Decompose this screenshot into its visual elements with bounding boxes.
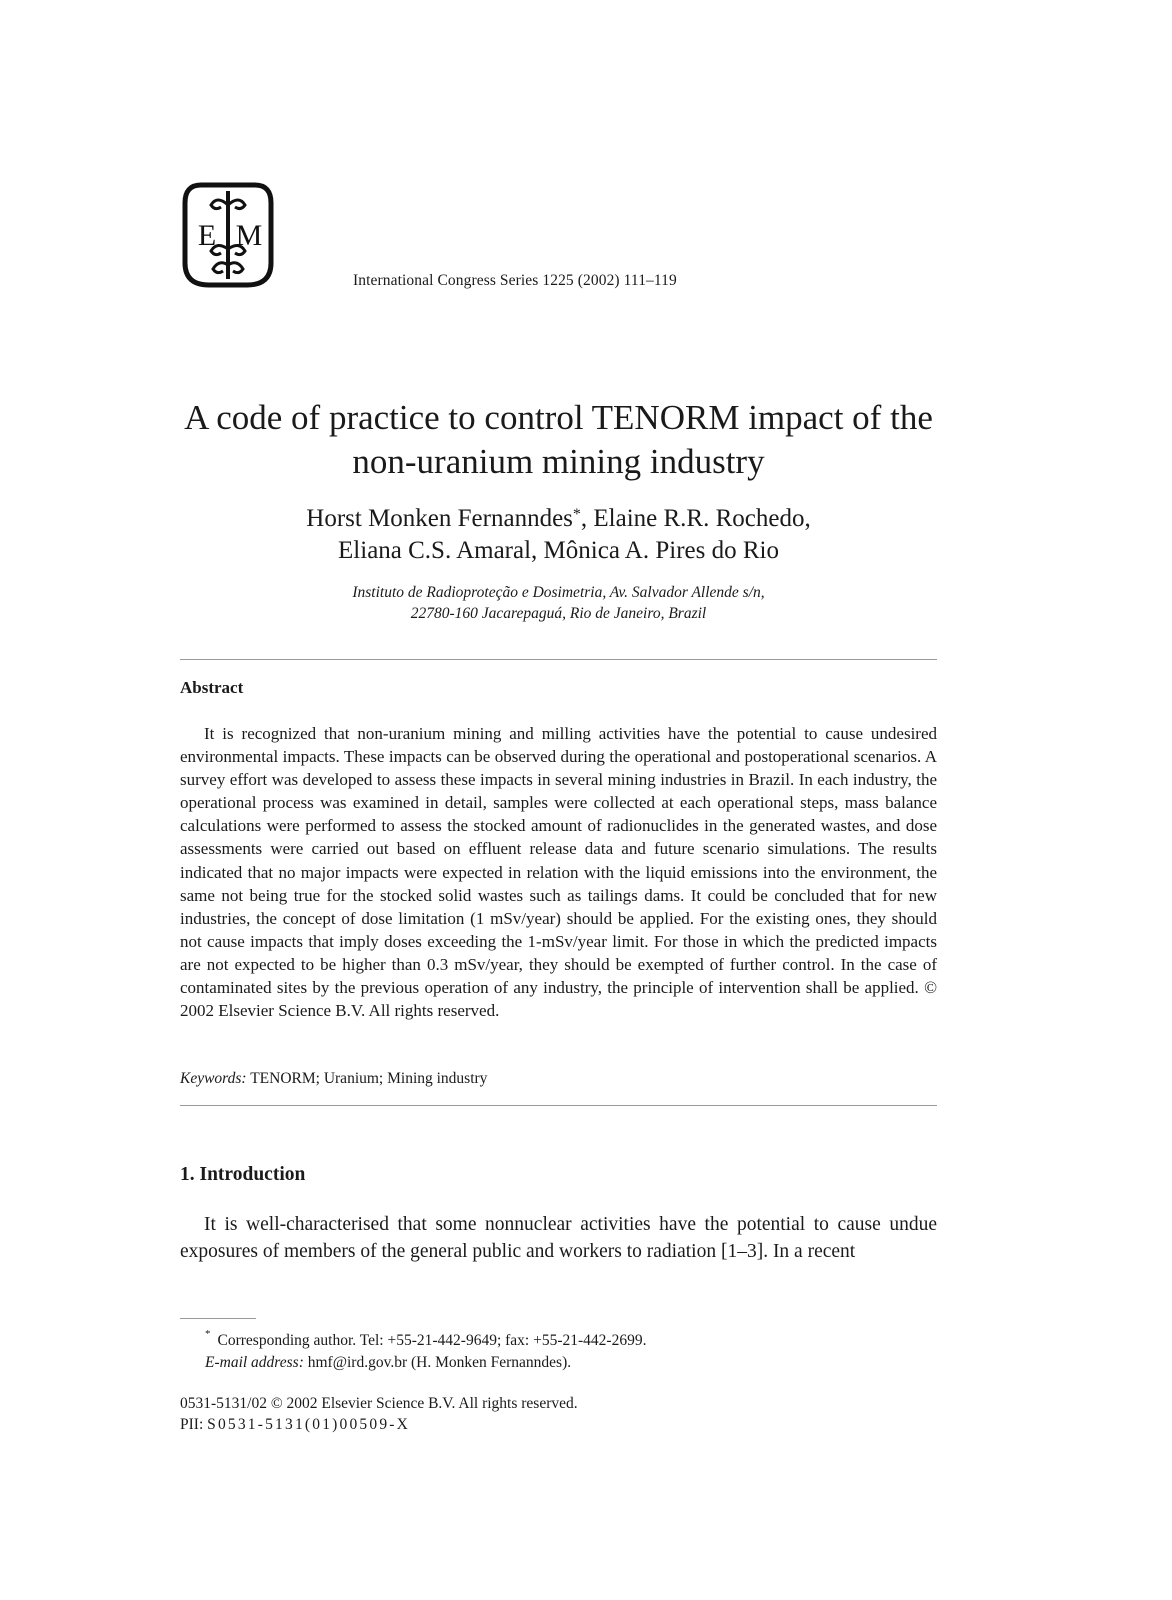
authors-line-2: Eliana C.S. Amaral, Mônica A. Pires do Rio bbox=[338, 537, 779, 564]
affiliation bbox=[180, 582, 937, 624]
title-line-1: A code of practice to control TENORM impact of the bbox=[184, 398, 933, 437]
svg-text:M: M bbox=[235, 219, 263, 252]
first-author: Horst Monken Fernanndes bbox=[306, 505, 573, 532]
keywords bbox=[180, 1070, 487, 1088]
divider-bottom bbox=[180, 1105, 937, 1106]
copyright-block bbox=[180, 1393, 578, 1435]
authors-line-1 bbox=[180, 503, 937, 535]
footnote-line-2 bbox=[205, 1352, 646, 1374]
introduction-body bbox=[180, 1211, 937, 1265]
journal-reference: International Congress Series 1225 (2002) 111–119 bbox=[353, 272, 677, 289]
abstract-body bbox=[180, 722, 937, 1022]
keywords-label: Keywords: bbox=[180, 1070, 247, 1087]
copyright-line: 0531-5131/02 © 2002 Elsevier Science B.V. All rights reserved. bbox=[180, 1395, 578, 1412]
corresponding-author-mark[interactable]: * bbox=[572, 506, 581, 523]
title-line-2: non-uranium mining industry bbox=[352, 442, 765, 481]
author-list bbox=[180, 503, 937, 567]
corresponding-author-text: Corresponding author. Tel: +55-21-442-9649; fax: +55-21-442-2699. bbox=[217, 1332, 647, 1350]
abstract-heading: Abstract bbox=[180, 678, 244, 697]
affiliation-line-1: Instituto de Radioproteção e Dosimetria, Av. Salvador Allende s/n, bbox=[352, 584, 765, 601]
divider-top bbox=[180, 659, 937, 660]
abstract-paragraph: It is recognized that non-uranium mining and milling activities have the potential to cause undesired environmental impacts. These impacts can be observed during the operational and postoperational scenarios. A survey effort was developed to assess these impacts in several mining industries in Brazil. In each industry, the operational process was examined in detail, samples were collected at each operational steps, mass balance calculations were performed to assess the stocked amount of radionuclides in the generated wastes, and dose assessments were carried out based on effluent release data and future scenario simulations. The results indicated that no major impacts were expected in relation with the liquid emissions into the environment, the same not being true for the stocked solid wastes such as tailings dams. It could be concluded that for new industries, the concept of dose limitation (1 mSv/year) should be applied. For the existing ones, they should not cause impacts that imply doses exceeding the 1-mSv/year limit. For those in which the predicted impacts are not expected to be higher than 0.3 mSv/year, they should be exempted of further control. In the case of contaminated sites by the previous operation of any industry, the principle of intervention shall be applied. © 2002 Elsevier Science B.V. All rights reserved. bbox=[180, 724, 937, 1021]
pii-code: S0531-5131(01)00509-X bbox=[207, 1416, 411, 1433]
footnote-divider bbox=[180, 1318, 256, 1319]
paper-title bbox=[180, 396, 937, 484]
email-label: E-mail address: bbox=[205, 1354, 304, 1372]
elsevier-em-logo-icon bbox=[181, 181, 275, 289]
pii-label: PII: bbox=[180, 1416, 204, 1433]
footnote bbox=[205, 1325, 646, 1374]
email-address-link[interactable]: hmf@ird.gov.br (H. Monken Fernanndes). bbox=[307, 1354, 572, 1372]
introduction-paragraph: It is well-characterised that some nonnuclear activities have the potential to cause undue exposures of members of the general public and workers to radiation [1–3]. In a recent bbox=[180, 1214, 937, 1262]
pii-line bbox=[180, 1414, 578, 1435]
footnote-line-1 bbox=[205, 1325, 646, 1352]
authors-line-1-rest: , Elaine R.R. Rochedo, bbox=[580, 505, 811, 532]
keywords-values: TENORM; Uranium; Mining industry bbox=[250, 1070, 488, 1087]
footnote-mark: * bbox=[205, 1328, 211, 1340]
section-heading-introduction: 1. Introduction bbox=[180, 1164, 306, 1185]
affiliation-line-2: 22780-160 Jacarepaguá, Rio de Janeiro, Brazil bbox=[410, 605, 707, 622]
svg-text:E: E bbox=[197, 219, 217, 252]
